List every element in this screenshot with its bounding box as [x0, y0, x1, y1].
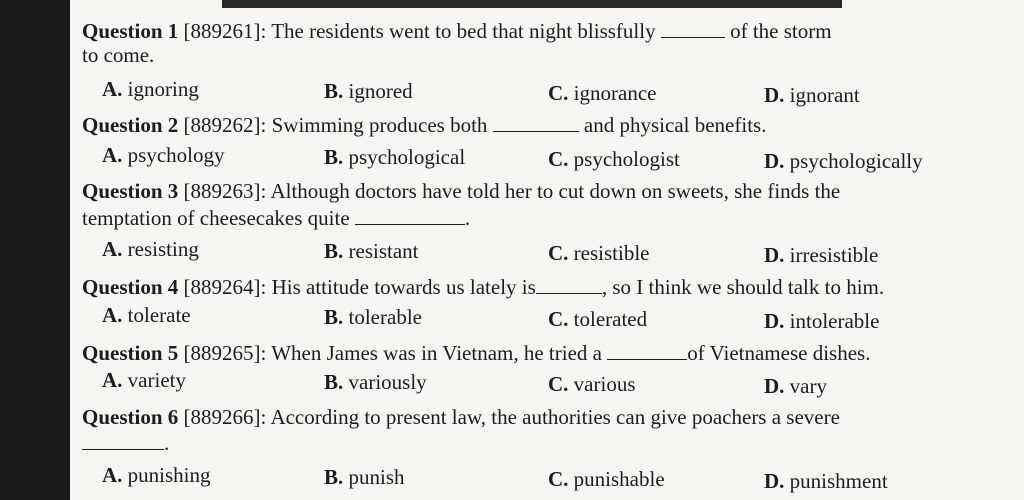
answer-blank — [607, 341, 687, 360]
question-text-line2: to come. — [82, 43, 155, 67]
question-1-option-b[interactable] — [324, 78, 413, 104]
question-6-option-b[interactable] — [324, 464, 405, 490]
question-1-option-a[interactable] — [102, 76, 199, 102]
option-text: ignorant — [789, 83, 860, 107]
option-letter: B. — [324, 239, 344, 263]
option-letter: D. — [764, 469, 785, 493]
question-text: The residents went to bed that night blissfully — [271, 19, 656, 43]
question-text-line2: temptation of cheesecakes quite — [82, 206, 350, 230]
question-text-after: and physical benefits. — [583, 113, 767, 137]
answer-blank — [536, 275, 602, 294]
question-id: [889265]: — [183, 341, 267, 365]
option-text: irresistible — [789, 243, 879, 267]
question-text-after: of the storm — [730, 19, 832, 43]
option-letter: A. — [102, 77, 123, 101]
option-letter: A. — [102, 368, 123, 392]
option-letter: C. — [548, 147, 569, 171]
answer-blank — [355, 206, 465, 225]
question-id: [889264]: — [183, 275, 267, 299]
option-letter: D. — [764, 374, 785, 398]
question-5-stem — [82, 340, 1022, 366]
question-label: Question 4 — [82, 275, 179, 299]
option-letter: A. — [102, 463, 123, 487]
question-text-after: of Vietnamese dishes. — [687, 341, 871, 365]
option-text: punishment — [789, 469, 888, 493]
option-text: intolerable — [789, 309, 880, 333]
question-3-option-b[interactable] — [324, 238, 419, 264]
question-5-option-a[interactable] — [102, 367, 186, 393]
option-text: ignored — [348, 79, 413, 103]
question-3-stem — [82, 178, 1022, 204]
question-text: Swimming produces both — [271, 113, 488, 137]
question-label: Question 5 — [82, 341, 179, 365]
question-text: When James was in Vietnam, he tried a — [271, 341, 602, 365]
question-label: Question 1 — [82, 19, 179, 43]
answer-blank — [82, 431, 164, 450]
option-letter: B. — [324, 370, 344, 394]
option-letter: C. — [548, 81, 569, 105]
question-6-stem — [82, 404, 1022, 430]
question-1-option-d[interactable] — [764, 82, 860, 108]
question-label: Question 6 — [82, 405, 179, 429]
option-letter: C. — [548, 307, 569, 331]
question-6-option-a[interactable] — [102, 462, 211, 488]
option-letter: C. — [548, 467, 569, 491]
question-text: Although doctors have told her to cut down on sweets, she finds the — [270, 179, 841, 203]
option-text: punishing — [127, 463, 211, 487]
question-1-line2 — [82, 42, 1022, 68]
question-4-option-a[interactable] — [102, 302, 191, 328]
question-text: According to present law, the authorities can give poachers a severe — [270, 405, 840, 429]
option-text: punishable — [573, 467, 665, 491]
option-text: psychologist — [573, 147, 680, 171]
option-letter: B. — [324, 465, 344, 489]
option-text: punish — [348, 465, 405, 489]
option-text: resisting — [127, 237, 199, 261]
option-letter: C. — [548, 372, 569, 396]
question-label: Question 2 — [82, 113, 179, 137]
option-letter: B. — [324, 79, 344, 103]
option-letter: A. — [102, 237, 123, 261]
question-id: [889266]: — [183, 405, 267, 429]
question-2-stem — [82, 112, 1022, 138]
question-2-option-b[interactable] — [324, 144, 465, 170]
question-5-option-c[interactable] — [548, 371, 636, 397]
question-5-option-b[interactable] — [324, 369, 427, 395]
question-id: [889261]: — [183, 19, 267, 43]
question-id: [889263]: — [183, 179, 267, 203]
option-text: tolerate — [127, 303, 191, 327]
question-4-option-b[interactable] — [324, 304, 422, 330]
question-text-after: . — [164, 431, 170, 455]
option-letter: D. — [764, 309, 785, 333]
question-text-after: , so I think we should talk to him. — [601, 275, 885, 299]
option-letter: D. — [764, 243, 785, 267]
option-text: various — [573, 372, 636, 396]
option-text: psychological — [348, 145, 466, 169]
answer-blank — [493, 113, 579, 132]
question-2-option-d[interactable] — [764, 148, 923, 174]
question-text-after: . — [464, 206, 471, 230]
question-6-option-d[interactable] — [764, 468, 888, 494]
question-2-option-a[interactable] — [102, 142, 225, 168]
question-3-line2 — [82, 205, 1022, 231]
question-label: Question 3 — [82, 179, 179, 203]
question-4-option-c[interactable] — [548, 306, 647, 332]
option-letter: C. — [548, 241, 569, 265]
option-text: tolerated — [573, 307, 648, 331]
option-text: resistant — [348, 239, 419, 263]
option-letter: B. — [324, 305, 344, 329]
option-text: vary — [789, 374, 827, 398]
question-3-option-a[interactable] — [102, 236, 199, 262]
question-3-option-c[interactable] — [548, 240, 650, 266]
question-6-line2 — [82, 430, 1022, 456]
option-text: psychologically — [789, 149, 923, 173]
question-6-option-c[interactable] — [548, 466, 665, 492]
question-5-option-d[interactable] — [764, 373, 827, 399]
option-letter: B. — [324, 145, 344, 169]
option-text: ignorance — [573, 81, 657, 105]
answer-blank — [661, 19, 725, 38]
option-letter: A. — [102, 143, 123, 167]
option-text: tolerable — [348, 305, 422, 329]
option-letter: D. — [764, 83, 785, 107]
question-1-option-c[interactable] — [548, 80, 656, 106]
question-text: His attitude towards us lately is — [271, 275, 536, 299]
cropped-header-strip — [222, 0, 842, 8]
question-3-option-d[interactable] — [764, 242, 878, 268]
question-4-stem — [82, 274, 1022, 300]
option-letter: D. — [764, 149, 785, 173]
option-text: variety — [127, 368, 186, 392]
question-1-stem — [82, 18, 1022, 44]
option-text: variously — [348, 370, 427, 394]
option-text: psychology — [127, 143, 225, 167]
option-text: resistible — [573, 241, 650, 265]
option-letter: A. — [102, 303, 123, 327]
option-text: ignoring — [127, 77, 199, 101]
question-4-option-d[interactable] — [764, 308, 879, 334]
question-2-option-c[interactable] — [548, 146, 680, 172]
question-id: [889262]: — [183, 113, 267, 137]
